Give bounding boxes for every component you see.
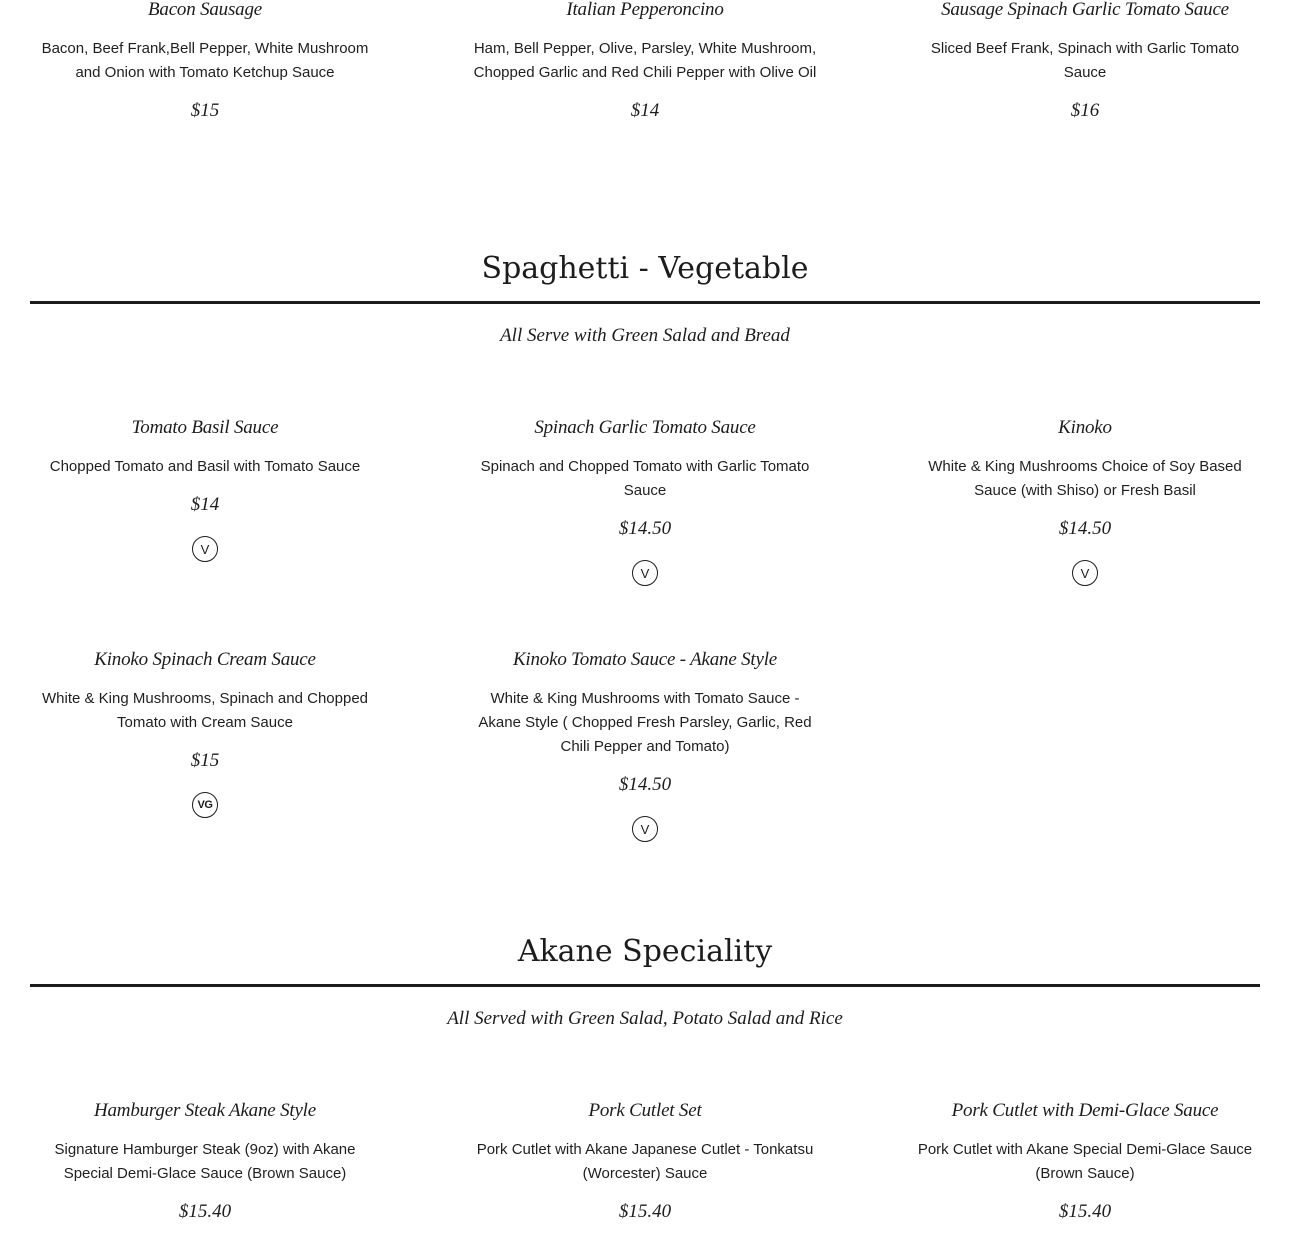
item-description: Spinach and Chopped Tomato with Garlic Tomato Sauce bbox=[480, 458, 810, 499]
item-description: Ham, Bell Pepper, Olive, Parsley, White Mushroom, Chopped Garlic and Red Chili Pepper with Olive Oil bbox=[473, 40, 817, 81]
menu-item bbox=[910, 0, 1260, 121]
menu-item bbox=[910, 418, 1260, 586]
item-price: $14.50 bbox=[618, 518, 672, 539]
item-name: Bacon Sausage bbox=[147, 0, 263, 20]
vegetarian-badge-icon: V bbox=[632, 560, 658, 586]
menu-item bbox=[30, 650, 380, 818]
item-name: Spinach Garlic Tomato Sauce bbox=[534, 417, 756, 438]
item-description: Pork Cutlet with Akane Japanese Cutlet - Tonkatsu (Worcester) Sauce bbox=[476, 1141, 814, 1182]
item-price: $16 bbox=[1070, 100, 1100, 121]
section-subtitle: All Served with Green Salad, Potato Salad and Rice bbox=[447, 1008, 843, 1029]
item-name: Italian Pepperoncino bbox=[566, 0, 724, 20]
menu-item bbox=[910, 1101, 1260, 1222]
item-description: White & King Mushrooms, Spinach and Chopped Tomato with Cream Sauce bbox=[41, 690, 368, 731]
item-price: $15.40 bbox=[618, 1201, 672, 1222]
item-price: $15.40 bbox=[1058, 1201, 1112, 1222]
section-divider bbox=[30, 984, 1260, 987]
item-description: Signature Hamburger Steak (9oz) with Akane Special Demi-Glace Sauce (Brown Sauce) bbox=[54, 1141, 356, 1182]
vegetarian-badge-icon: V bbox=[632, 816, 658, 842]
item-price: $14 bbox=[630, 100, 660, 121]
vegetarian-badge-icon: V bbox=[192, 536, 218, 562]
item-name: Pork Cutlet with Demi-Glace Sauce bbox=[951, 1100, 1219, 1121]
item-name: Hamburger Steak Akane Style bbox=[93, 1100, 316, 1121]
item-description: White & King Mushrooms with Tomato Sauce - Akane Style ( Chopped Fresh Parsley, Garlic, Red Chili Pepper and Tomato) bbox=[478, 690, 812, 755]
item-price: $15.40 bbox=[178, 1201, 232, 1222]
menu-item bbox=[470, 650, 820, 842]
item-name: Sausage Spinach Garlic Tomato Sauce bbox=[941, 0, 1229, 20]
menu-item bbox=[30, 418, 380, 562]
item-description: Chopped Tomato and Basil with Tomato Sauce bbox=[49, 458, 361, 475]
menu-item bbox=[30, 1101, 380, 1222]
item-price: $15 bbox=[190, 100, 220, 121]
item-price: $14.50 bbox=[1058, 518, 1112, 539]
item-price: $14.50 bbox=[618, 774, 672, 795]
item-name: Tomato Basil Sauce bbox=[131, 417, 279, 438]
section-subtitle: All Serve with Green Salad and Bread bbox=[500, 325, 790, 346]
item-name: Kinoko Spinach Cream Sauce bbox=[94, 649, 316, 670]
item-description: Sliced Beef Frank, Spinach with Garlic Tomato Sauce bbox=[930, 40, 1240, 81]
section-title: Akane Speciality bbox=[517, 934, 773, 969]
item-description: White & King Mushrooms Choice of Soy Based Sauce (with Shiso) or Fresh Basil bbox=[928, 458, 1242, 499]
item-price: $14 bbox=[190, 494, 220, 515]
section-title: Spaghetti - Vegetable bbox=[481, 251, 809, 286]
item-price: $15 bbox=[190, 750, 220, 771]
vegetarian-badge-icon: V bbox=[1072, 560, 1098, 586]
section-divider bbox=[30, 301, 1260, 304]
item-name: Kinoko Tomato Sauce - Akane Style bbox=[512, 649, 778, 670]
item-description: Bacon, Beef Frank,Bell Pepper, White Mushroom and Onion with Tomato Ketchup Sauce bbox=[41, 40, 369, 81]
menu-item bbox=[470, 1101, 820, 1222]
menu-item bbox=[30, 0, 380, 121]
vegan-badge-icon: VG bbox=[192, 792, 218, 818]
menu-item bbox=[470, 0, 820, 121]
item-name: Kinoko bbox=[1058, 417, 1112, 438]
item-description: Pork Cutlet with Akane Special Demi-Glace Sauce (Brown Sauce) bbox=[917, 1141, 1253, 1182]
item-name: Pork Cutlet Set bbox=[588, 1100, 702, 1121]
menu-item bbox=[470, 418, 820, 586]
